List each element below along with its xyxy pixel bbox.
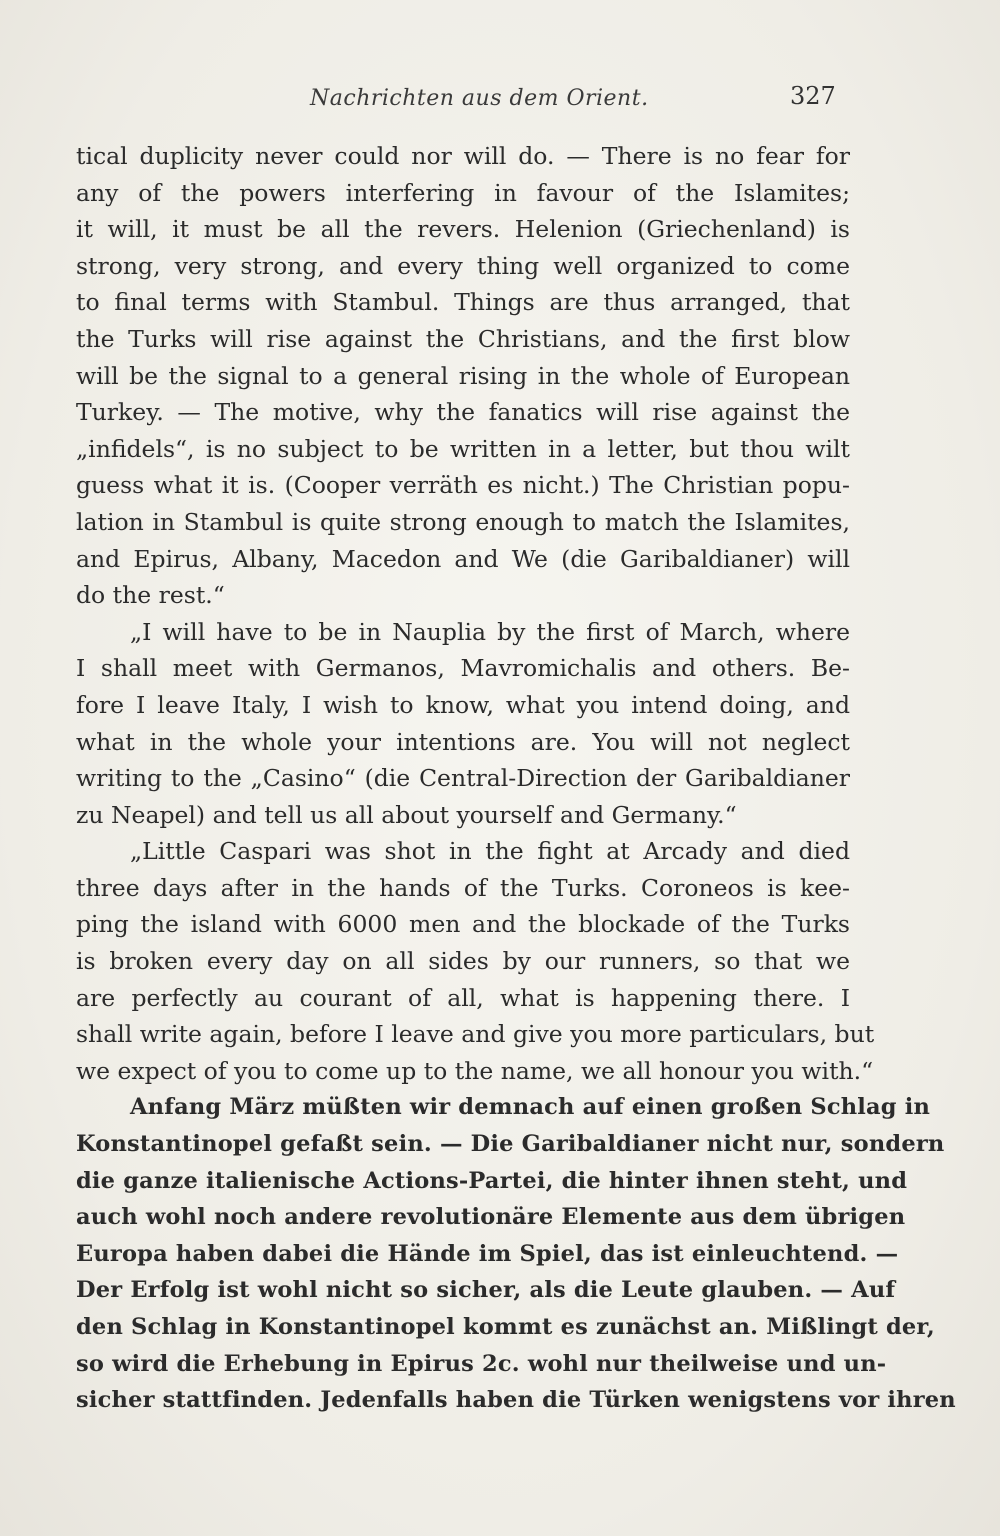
text-line: auch wohl noch andere revolutionäre Elemente aus dem übrigen	[76, 1204, 906, 1231]
text-line: den Schlag in Konstantinopel kommt es zunächst an. Mißlingt der,	[76, 1314, 935, 1340]
text-line: Anfang März müßten wir demnach auf einen großen Schlag in	[130, 1094, 931, 1121]
text-line: are perfectly au courant of all, what is happening there. I	[76, 983, 850, 1012]
text-line: writing to the „Casino“ (die Central-Direction der Garibaldianer	[76, 764, 850, 793]
text-line: Europa haben dabei die Hände im Spiel, das ist einleuchtend. —	[76, 1240, 899, 1267]
text-line: „I will have to be in Nauplia by the first of March, where	[130, 617, 850, 646]
text-line: do the rest.“	[76, 581, 225, 610]
running-head	[0, 78, 1000, 118]
text-line: it will, it must be all the revers. Helenion (Griechenland) is	[76, 215, 850, 244]
text-line: tical duplicity never could nor will do. — There is no fear for	[76, 142, 850, 170]
text-line: die ganze italienische Actions-Partei, die hinter ihnen steht, und	[76, 1167, 908, 1194]
text-line: I shall meet with Germanos, Mavromichalis and others. Be-	[76, 654, 850, 683]
text-line: shall write again, before I leave and give you more particulars, but	[76, 1020, 875, 1049]
body-text	[76, 138, 956, 1419]
text-line: the Turks will rise against the Christians, and the first blow	[76, 324, 850, 353]
text-line: to final terms with Stambul. Things are thus arranged, that	[76, 288, 850, 317]
text-line: will be the signal to a general rising in the whole of European	[76, 361, 850, 390]
page-number: 327	[790, 82, 836, 110]
text-line: what in the whole your intentions are. You will not neglect	[76, 727, 850, 756]
text-line: and Epirus, Albany, Macedon and We (die Garibaldianer) will	[76, 544, 850, 573]
text-line: strong, very strong, and every thing well organized to come	[76, 251, 850, 280]
text-line: any of the powers interfering in favour of the Islamites;	[76, 178, 850, 207]
text-line: is broken every day on all sides by our runners, so that we	[76, 947, 850, 976]
text-line: „infidels“, is no subject to be written in a letter, but thou wilt	[76, 434, 850, 463]
text-line: so wird die Erhebung in Epirus 2c. wohl nur theilweise und un-	[76, 1350, 887, 1377]
text-line: Konstantinopel gefaßt sein. — Die Garibaldianer nicht nur, sondern	[76, 1131, 945, 1158]
text-line: lation in Stambul is quite strong enough to match the Islamites,	[76, 507, 850, 536]
text-line: sicher stattfinden. Jedenfalls haben die Türken wenigstens vor ihren	[76, 1387, 956, 1414]
text-line: we expect of you to come up to the name, we all honour you with.“	[76, 1056, 874, 1085]
text-line: ping the island with 6000 men and the blockade of the Turks	[76, 910, 850, 939]
running-title: Nachrichten aus dem Orient.	[310, 86, 649, 111]
text-line: Der Erfolg ist wohl nicht so sicher, als die Leute glauben. — Auf	[76, 1277, 896, 1304]
text-line: „Little Caspari was shot in the fight at Arcady and died	[130, 837, 850, 866]
text-line: guess what it is. (Cooper verräth es nicht.) The Christian popu-	[76, 471, 850, 500]
text-line: three days after in the hands of the Turks. Coroneos is kee-	[76, 873, 850, 902]
text-line: Turkey. — The motive, why the fanatics will rise against the	[76, 398, 850, 427]
text-line: fore I leave Italy, I wish to know, what you intend doing, and	[76, 690, 850, 719]
text-line: zu Neapel) and tell us all about yourself and Germany.“	[76, 800, 737, 829]
